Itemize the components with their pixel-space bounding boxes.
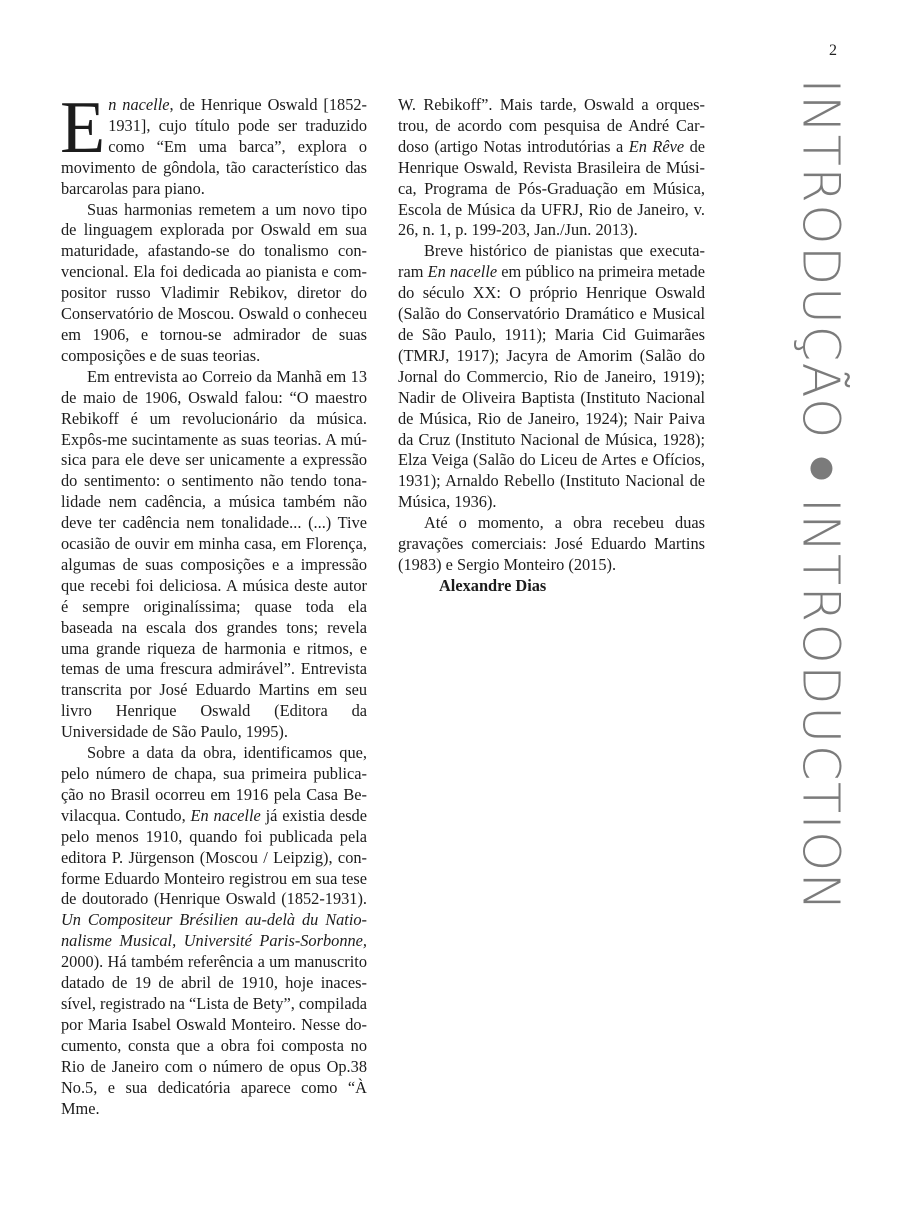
paragraph-2: Suas harmonias remetem a um novo tipo de linguagem explorada por Oswald em sua maturidade, afastando-se do tonalismo convencional. Ela foi dedicada ao pianista e compositor russo Vladimir Rebikov, diretor do Conservatório de Moscou. Oswald o conheceu em 1906, e tornou-se admirador de suas composições e de suas teorias. (61, 199, 367, 365)
work-title: n nacelle (108, 95, 170, 114)
side-title (790, 78, 850, 912)
side-title-portuguese: INTRODUÇÃO (790, 78, 850, 440)
paragraph-5 (398, 95, 705, 241)
paragraph-3: Em entrevista ao Correio da Manhã em 13 de maio de 1906, Oswald falou: “O maestro Rebikoff é um revolucionário da música. Expôs-me sucintamente as suas teorias. A música para ele deve ser unicamente a expressão do sentimento: o sentimento não tendo tonalidade nem cadência, a música também não deve ter cadência nem tonalidade... (...) Tive ocasião de ouvir em minha casa, em Florença, algumas de suas composições e a impressão que recebi foi deliciosa. A música deste autor é sempre originalíssima; quase toda ela baseada na escala dos grandes tons; revela uma grande riqueza de harmonia e ritmos, e temas de uma frescura admirável”. Entrevista transcrita por José Eduardo Martins em seu livro Henrique Oswald (Editora da Universidade de São Paulo, 1995). (61, 366, 367, 742)
paragraph-text: 2000). Há também referência a um manuscrito datado de 19 de abril de 1910, hoje inacessível, registrado na “Lista de Bety”, compilada por Maria Isabel Oswald Monteiro. Nesse documento, consta que a obra foi composta no Rio de Janeiro com o número de opus Op.38 No.5, e sua dedicatória aparece como “À Mme. (61, 952, 367, 1118)
work-title: En nacelle (190, 805, 261, 825)
paragraph-1 (60, 87, 367, 200)
paragraph-6 (398, 241, 705, 513)
paragraph-text: Sobre a data da obra, identificamos que, pelo número de chapa, sua primeira publicação no Brasil ocorreu em 1916 pela Casa Bevilacqua. Contudo, (61, 743, 367, 825)
side-title-text (791, 78, 850, 912)
thesis-title: Un Compositeur Brésilien au-delà du Nationalisme Musical, Université Paris-Sorbonne, (61, 910, 367, 951)
side-title-english: INTRODUCTION (790, 497, 850, 912)
paragraph-text: W. Rebikoff”. Mais tarde, Oswald a orquestrou, de acordo com pesquisa de André Cardoso (artigo Notas introdutórias a (398, 95, 705, 156)
drop-cap: E (60, 87, 106, 169)
paragraph-text: de Henrique Oswald, Revista Brasileira de Música, Programa de Pós-Graduação em Música, Escola de Música da UFRJ, Rio de Janeiro, v. 26, n. 1, p. 199-203, Jan./Jun. 2013). (398, 136, 705, 240)
paragraph-text: em público na primeira metade do século XX: O próprio Henrique Oswald (Salão do Conservatório Dramático e Musical de São Paulo, 1911); Maria Cid Guimarães (TMRJ, 1917); Jacyra de Amorim (Salão do Jornal do Commercio, Rio de Janeiro, 1919); Nadir de Oliveira Baptista (Instituto Nacional de Música, Rio de Janeiro, 1924); Nair Paiva da Cruz (Instituto Nacional de Música, 1928); Elza Veiga (Salão do Liceu de Artes e Ofícios, 1931); Arnaldo Rebello (Instituto Nacional de Música, 1936). (398, 262, 705, 512)
page-number: 2 (829, 42, 837, 59)
right-column (398, 95, 705, 597)
separator-dot (811, 457, 833, 479)
paragraph-text: já existia desde pelo menos 1910, quando foi publicada pela editora P. Jürgenson (Moscou / Leipzig), conforme Eduardo Monteiro registrou em sua tese de doutorado (Henrique Oswald (1852-1931). (61, 805, 367, 909)
paragraph-text: , de Henrique Oswald [1852-1931], cujo título pode ser traduzido como “Em uma barca”, explora o movimento de gôndola, tão característico das barcarolas para piano. (61, 95, 367, 198)
author-signature: Alexandre Dias (439, 575, 547, 595)
paragraph-text: Breve histórico de pianistas que executaram (398, 241, 705, 282)
paragraph-4 (61, 743, 367, 1119)
work-title: En nacelle (427, 262, 498, 282)
left-column (60, 87, 367, 1119)
paragraph-7: Até o momento, a obra recebeu duas gravações comerciais: José Eduardo Martins (1983) e Sergio Monteiro (2015). (398, 513, 705, 574)
work-title: En Rêve (628, 136, 685, 156)
